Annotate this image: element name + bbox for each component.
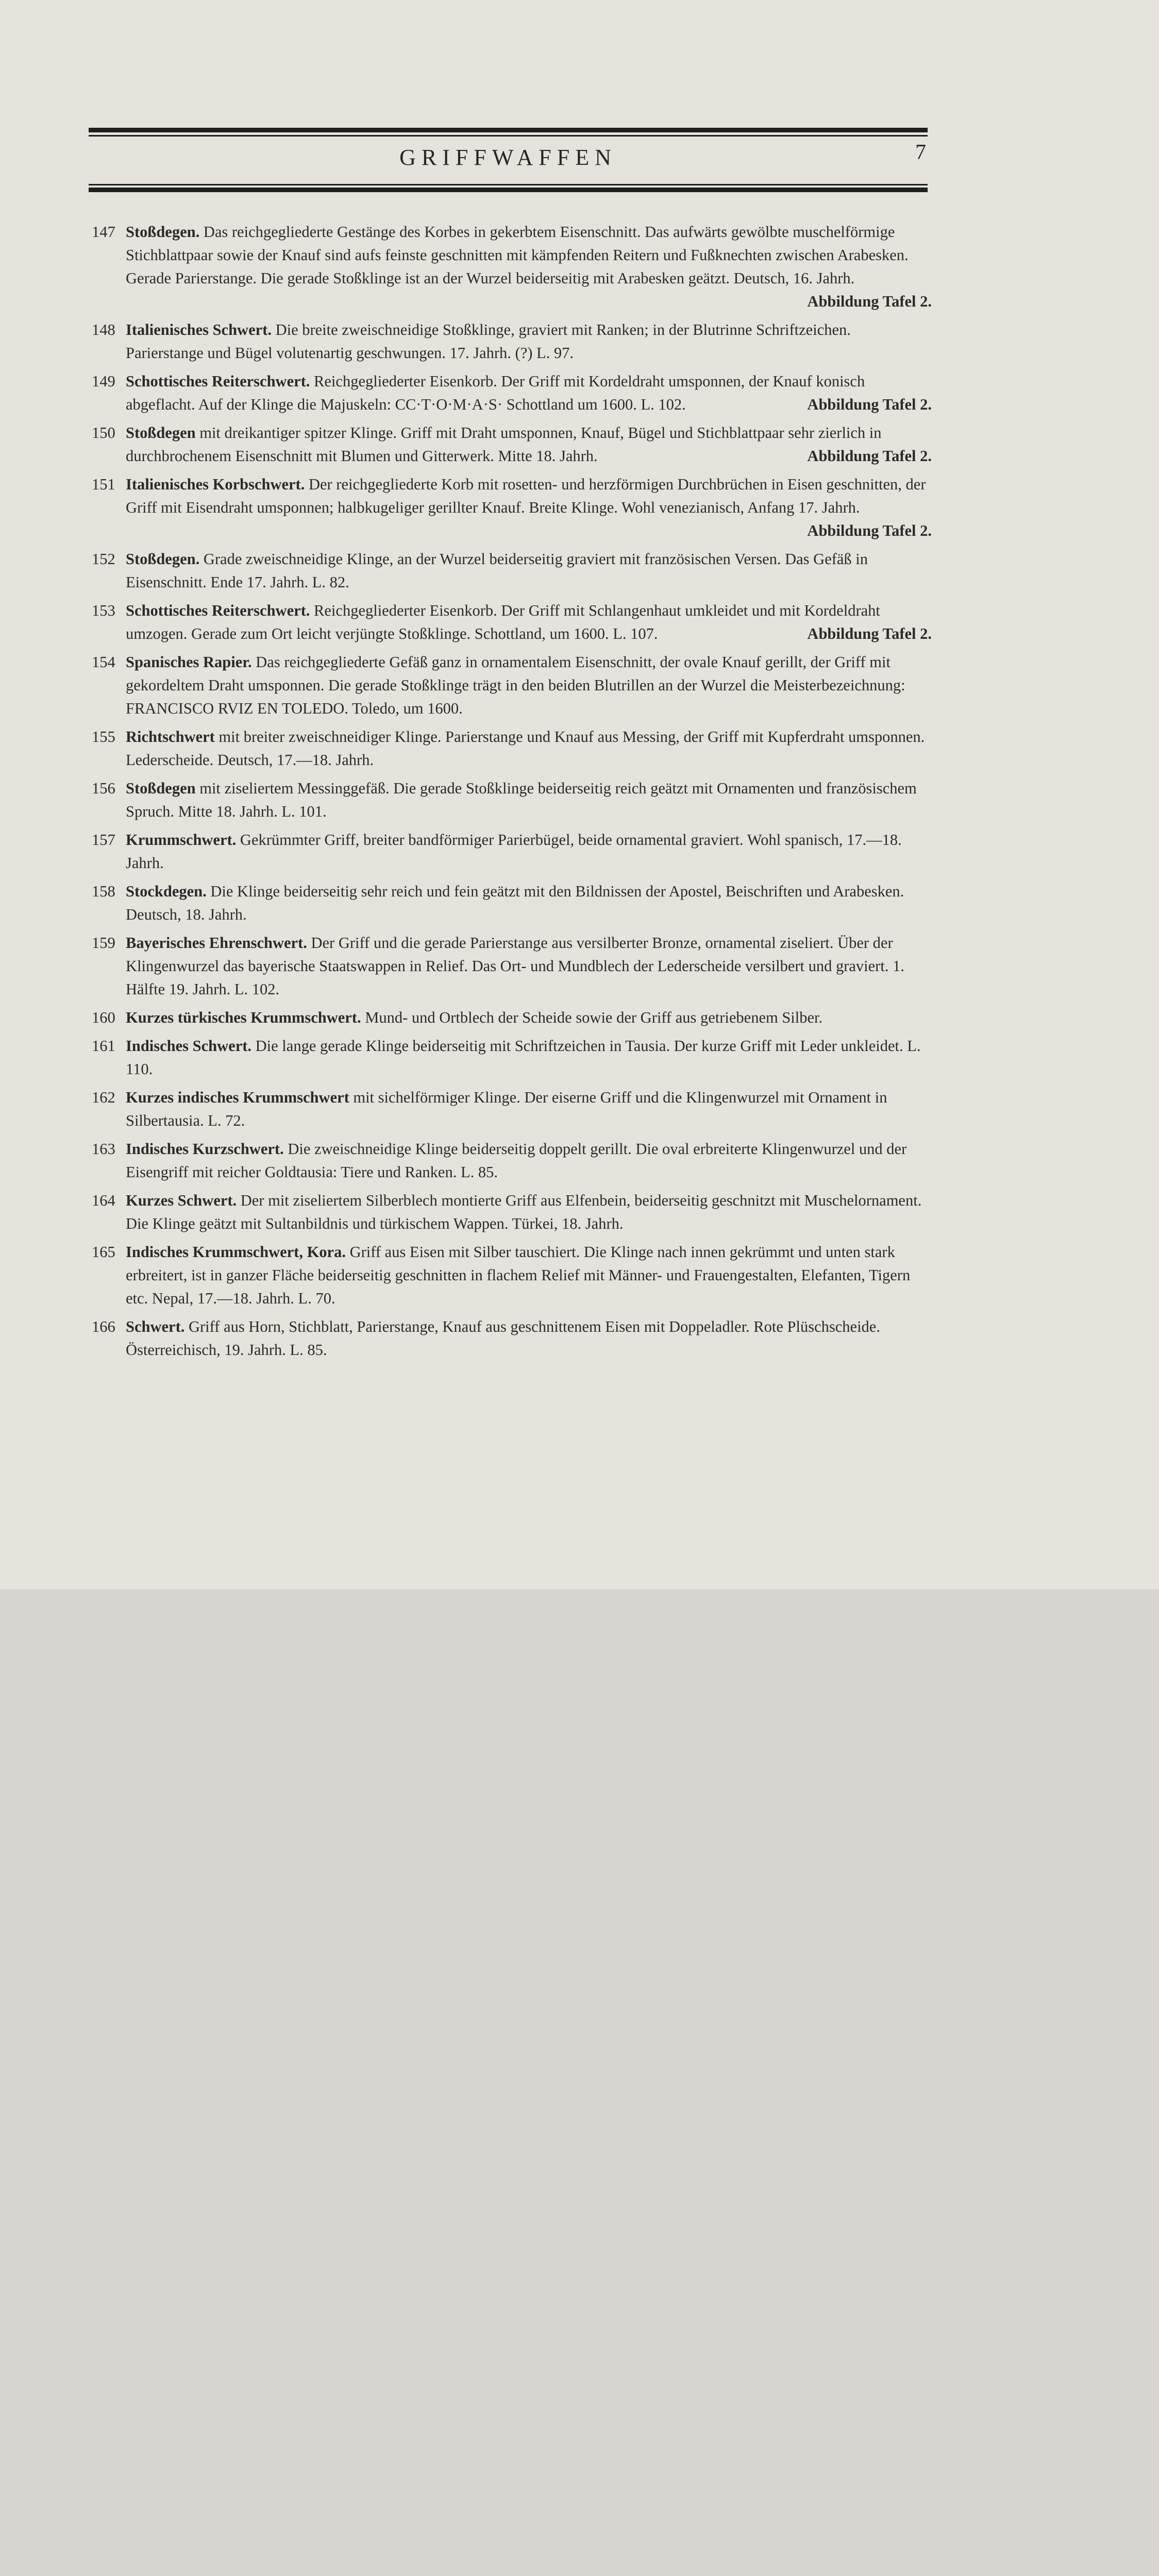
entry-description: Griff aus Eisen mit Silber tauschiert. Die Klinge nach innen gekrümmt und unten stark erbreitert, ist in ganzer Fläche beiderseitig geschnitten in flachem Relief mit Männer- und Frauengestalten, Elefanten, Tigern etc. Nepal, 17.—18. Jahrh. L. 70. xyxy=(126,1243,911,1307)
entry-plate-reference: Abbildung Tafel 2. xyxy=(807,293,932,310)
entry-description: Die breite zweischneidige Stoßklinge, graviert mit Ranken; in der Blutrinne Schriftzeichen. Parierstange und Bügel volutenartig geschwungen. 17. Jahrh. (?) L. 97. xyxy=(126,321,851,362)
entry-description: Der mit ziseliertem Silberblech montierte Griff aus Elfenbein, beiderseitig geschnitzt mit Muschelornament. Die Klinge geätzt mit Sultanbildnis und türkischem Wappen. Türkei, 18. Jahrh. xyxy=(126,1192,922,1232)
entry-description: Der reichgegliederte Korb mit rosetten- und herzförmigen Durchbrüchen in Eisen geschnitten, der Griff mit Eisendraht umsponnen; halbkugeliger gerillter Knauf. Breite Klinge. Wohl venezianisch, Anfang 17. Jahrh. xyxy=(126,476,926,516)
header-rule-bottom-thin xyxy=(89,184,928,185)
catalog-entries xyxy=(92,221,932,1367)
entry-number: 161 xyxy=(92,1037,115,1055)
entry-number: 150 xyxy=(92,424,115,442)
entry-heading: Stoßdegen xyxy=(126,424,196,442)
footer-bar xyxy=(0,1589,1159,1671)
entry-description: mit sichelförmiger Klinge. Der eiserne Griff und die Klingenwurzel mit Ornament in Silbertausia. L. 72. xyxy=(126,1089,887,1129)
entry-description: Reichgegliederter Eisenkorb. Der Griff mit Schlangenhaut umkleidet und mit Kordeldraht umzogen. Gerade zum Ort leicht verjüngte Stoßklinge. Schottland, um 1600. L. 107. xyxy=(126,602,880,642)
entry-number: 147 xyxy=(92,223,115,241)
entry-number: 153 xyxy=(92,602,115,619)
entry-plate-reference: Abbildung Tafel 2. xyxy=(807,396,932,413)
entry-description: Gekrümmter Griff, breiter bandförmiger Parierbügel, beide ornamental graviert. Wohl spanisch, 17.—18. Jahrh. xyxy=(126,831,902,872)
catalog-entry xyxy=(92,370,932,416)
entry-heading: Stoßdegen xyxy=(126,779,196,797)
page-number: 7 xyxy=(915,141,926,164)
running-title: GRIFFWAFFEN xyxy=(399,145,617,170)
entry-heading: Kurzes türkisches Krummschwert. xyxy=(126,1009,361,1026)
entry-number: 166 xyxy=(92,1318,115,1335)
entry-heading: Indisches Krummschwert, Kora. xyxy=(126,1243,346,1261)
catalog-entry xyxy=(92,725,932,772)
catalog-entry xyxy=(92,318,932,365)
entry-heading: Schottisches Reiterschwert. xyxy=(126,602,310,619)
entry-heading: Kurzes indisches Krummschwert xyxy=(126,1089,349,1106)
entry-heading: Bayerisches Ehrenschwert. xyxy=(126,934,307,952)
entry-number: 165 xyxy=(92,1243,115,1261)
catalog-entry xyxy=(92,1189,932,1235)
entry-number: 163 xyxy=(92,1140,115,1158)
entry-heading: Indisches Kurzschwert. xyxy=(126,1140,284,1158)
catalog-entry xyxy=(92,777,932,823)
entry-heading: Italienisches Schwert. xyxy=(126,321,272,338)
entry-description: Die lange gerade Klinge beiderseitig mit Schriftzeichen in Tausia. Der kurze Griff mit Leder unkleidet. L. 110. xyxy=(126,1037,921,1078)
entry-description: Der Griff und die gerade Parierstange aus versilberter Bronze, ornamental ziseliert. Über der Klingenwurzel das bayerische Staatswappen in Relief. Das Ort- und Mundblech der Lederscheide versilbert und graviert. 1. Hälfte 19. Jahrh. L. 102. xyxy=(126,934,904,998)
catalog-entry xyxy=(92,221,932,313)
entry-description: Grade zweischneidige Klinge, an der Wurzel beiderseitig graviert mit französischen Versen. Das Gefäß in Eisenschnitt. Ende 17. Jahrh. L. 82. xyxy=(126,550,868,591)
entry-number: 156 xyxy=(92,779,115,797)
entry-plate-reference: Abbildung Tafel 2. xyxy=(807,447,932,465)
entry-description: Das reichgegliederte Gefäß ganz in ornamentalem Eisenschnitt, der ovale Knauf gerillt, der Griff mit gekordeltem Draht umsponnen. Die gerade Stoßklinge trägt in den beiden Blutrillen an der Wurzel die Meisterbezeichnung: FRANCISCO RVIZ EN TOLEDO. Toledo, um 1600. xyxy=(126,653,905,717)
entry-number: 154 xyxy=(92,653,115,671)
entry-heading: Italienisches Korbschwert. xyxy=(126,476,305,493)
entry-heading: Richtschwert xyxy=(126,728,215,745)
entry-description: mit breiter zweischneidiger Klinge. Parierstange und Knauf aus Messing, der Griff mit Kupferdraht umsponnen. Lederscheide. Deutsch, 17.—18. Jahrh. xyxy=(126,728,925,769)
entry-description: Griff aus Horn, Stichblatt, Parierstange, Knauf aus geschnittenem Eisen mit Doppeladler. Rote Plüschscheide. Österreichisch, 19. Jahrh. L. 85. xyxy=(126,1318,880,1359)
entry-number: 152 xyxy=(92,550,115,568)
entry-description: Die zweischneidige Klinge beiderseitig doppelt gerillt. Die oval erbreiterte Klingenwurzel und der Eisengriff mit reicher Goldtausia: Tiere und Ranken. L. 85. xyxy=(126,1140,907,1181)
entry-number: 155 xyxy=(92,728,115,745)
entry-description: Das reichgegliederte Gestänge des Korbes in gekerbtem Eisenschnitt. Das aufwärts gewölbte muschelförmige Stichblattpaar sowie der Knauf sind aufs feinste geschnitten mit kämpfenden Reitern und Fußknechten zwischen Arabesken. Gerade Parierstange. Die gerade Stoßklinge ist an der Wurzel beiderseitig mit Arabesken geätzt. Deutsch, 16. Jahrh. xyxy=(126,223,909,287)
entry-plate-reference: Abbildung Tafel 2. xyxy=(807,625,932,642)
entry-number: 160 xyxy=(92,1009,115,1026)
catalog-entry xyxy=(92,1315,932,1362)
catalog-entry xyxy=(92,599,932,646)
catalog-entry xyxy=(92,828,932,875)
entry-description: Die Klinge beiderseitig sehr reich und fein geätzt mit den Bildnissen der Apostel, Beischriften und Arabesken. Deutsch, 18. Jahrh. xyxy=(126,883,904,923)
catalog-entry xyxy=(92,1035,932,1081)
entry-description: Mund- und Ortblech der Scheide sowie der Griff aus getriebenem Silber. xyxy=(361,1009,823,1026)
entry-number: 157 xyxy=(92,831,115,849)
entry-heading: Indisches Schwert. xyxy=(126,1037,252,1055)
catalog-entry xyxy=(92,1138,932,1184)
entry-description: mit dreikantiger spitzer Klinge. Griff mit Draht umsponnen, Knauf, Bügel und Stichblattpaar sehr zierlich in durchbrochenem Eisenschnitt mit Blumen und Gitterwerk. Mitte 18. Jahrh. xyxy=(126,424,882,465)
entry-number: 149 xyxy=(92,372,115,390)
entry-description: Reichgegliederter Eisenkorb. Der Griff mit Kordeldraht umsponnen, der Knauf konisch abgeflacht. Auf der Klinge die Majuskeln: CC·T·O·M·A·S· Schottland um 1600. L. 102. xyxy=(126,372,865,413)
entry-heading: Krummschwert. xyxy=(126,831,237,849)
catalog-entry xyxy=(92,651,932,720)
catalog-entry xyxy=(92,1006,932,1029)
header-rule-top-thin xyxy=(89,135,928,137)
entry-plate-reference: Abbildung Tafel 2. xyxy=(807,522,932,539)
entry-description: mit ziseliertem Messinggefäß. Die gerade Stoßklinge beiderseitig reich geätzt mit Ornamenten und französischem Spruch. Mitte 18. Jahrh. L. 101. xyxy=(126,779,917,820)
entry-heading: Kurzes Schwert. xyxy=(126,1192,237,1209)
entry-heading: Stoßdegen. xyxy=(126,223,200,241)
catalog-entry xyxy=(92,1086,932,1132)
entry-heading: Stockdegen. xyxy=(126,883,207,900)
header-rule-bottom-thick xyxy=(89,188,928,192)
entry-number: 164 xyxy=(92,1192,115,1209)
catalog-entry xyxy=(92,473,932,543)
entry-heading: Schwert. xyxy=(126,1318,185,1335)
entry-heading: Stoßdegen. xyxy=(126,550,200,568)
catalog-entry xyxy=(92,1241,932,1310)
entry-number: 162 xyxy=(92,1089,115,1106)
entry-number: 148 xyxy=(92,321,115,338)
catalog-entry xyxy=(92,880,932,926)
catalog-entry xyxy=(92,931,932,1001)
entry-heading: Spanisches Rapier. xyxy=(126,653,252,671)
catalog-entry xyxy=(92,548,932,594)
entry-number: 159 xyxy=(92,934,115,952)
entry-number: 158 xyxy=(92,883,115,900)
catalog-entry xyxy=(92,421,932,468)
header-rule-top-thick xyxy=(89,128,928,132)
entry-number: 151 xyxy=(92,476,115,493)
entry-heading: Schottisches Reiterschwert. xyxy=(126,372,310,390)
